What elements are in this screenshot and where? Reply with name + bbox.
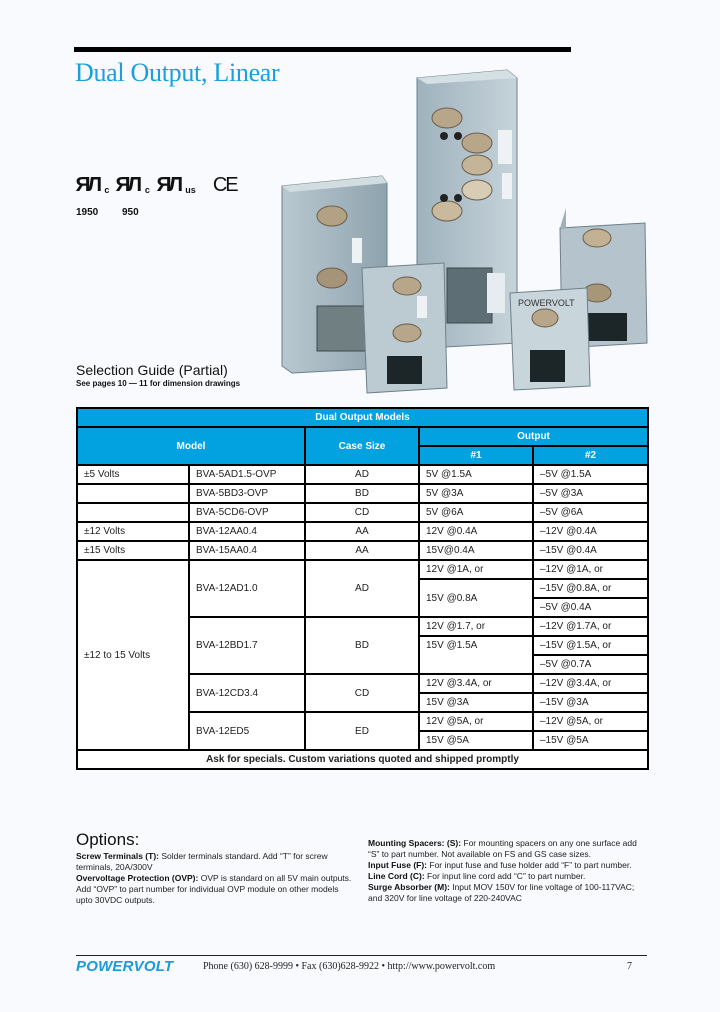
table-row bbox=[77, 503, 648, 522]
table-row bbox=[77, 560, 648, 579]
output2-cell: –5V @6A bbox=[533, 503, 648, 522]
product-photo bbox=[262, 68, 660, 398]
selection-guide-subtitle: See pages 10 — 11 for dimension drawings bbox=[76, 379, 241, 388]
model-cell: BVA-15AA0.4 bbox=[189, 541, 305, 560]
output1-cell: 12V @1A, or bbox=[419, 560, 533, 579]
model-cell: BVA-12AD1.0 bbox=[189, 560, 305, 617]
voltage-cell bbox=[77, 503, 189, 522]
top-rule bbox=[74, 47, 571, 52]
case-cell: CD bbox=[305, 674, 419, 712]
option-screw-terminals: Screw Terminals (T): Solder terminals standard. Add “T” for screw terminals, 20A/300V bbox=[76, 851, 328, 872]
table-row bbox=[77, 484, 648, 503]
page-number: 7 bbox=[627, 961, 632, 972]
page-title: Dual Output, Linear bbox=[75, 58, 280, 87]
table-header-row bbox=[77, 427, 648, 446]
ce-mark-icon: CE bbox=[212, 174, 237, 196]
us-suffix: us bbox=[185, 185, 196, 195]
case-cell: CD bbox=[305, 503, 419, 522]
voltage-cell bbox=[77, 484, 189, 503]
ul-file-number: 1950 bbox=[76, 207, 99, 218]
c-ul-us-recognized-icon: ЯЛ bbox=[156, 174, 180, 196]
option-ovp: Overvoltage Protection (OVP): OVP is standard on all 5V main outputs. Add “OVP” to part number for individual OVP module on other models upto 30VDC outputs. bbox=[76, 873, 352, 905]
dual-output-models-table bbox=[76, 407, 649, 770]
certification-marks bbox=[76, 175, 237, 195]
output2-cell: –12V @0.4A bbox=[533, 522, 648, 541]
output2-cell: –5V @0.7A bbox=[533, 655, 648, 674]
model-cell: BVA-12ED5 bbox=[189, 712, 305, 750]
output2-cell: –5V @0.4A bbox=[533, 598, 648, 617]
model-cell: BVA-12CD3.4 bbox=[189, 674, 305, 712]
output2-cell: –15V @5A bbox=[533, 731, 648, 750]
table-row bbox=[77, 541, 648, 560]
output1-cell: 12V @5A, or bbox=[419, 712, 533, 731]
powervolt-logo: POWERVOLT bbox=[76, 958, 174, 975]
header-model: Model bbox=[77, 427, 305, 465]
output2-cell: –5V @3A bbox=[533, 484, 648, 503]
options-left-column bbox=[76, 851, 356, 906]
case-cell: AA bbox=[305, 541, 419, 560]
options-right-column bbox=[368, 838, 648, 904]
output1-cell: 12V @0.4A bbox=[419, 522, 533, 541]
model-cell: BVA-5AD1.5-OVP bbox=[189, 465, 305, 484]
option-mounting-spacers: Mounting Spacers: (S): For mounting spacers on any one surface add “S” to part number. Not available on FS and GS case sizes. bbox=[368, 838, 637, 859]
model-cell: BVA-12BD1.7 bbox=[189, 617, 305, 674]
output1-cell: 12V @3.4A, or bbox=[419, 674, 533, 693]
svg-text:POWERVOLT: POWERVOLT bbox=[518, 298, 575, 308]
options-title: Options: bbox=[76, 830, 140, 849]
header-output: Output bbox=[419, 427, 648, 446]
case-cell: BD bbox=[305, 484, 419, 503]
output1-cell: 15V @1.5A bbox=[419, 636, 533, 674]
output1-cell: 15V @5A bbox=[419, 731, 533, 750]
model-cell: BVA-5CD6-OVP bbox=[189, 503, 305, 522]
contact-info: Phone (630) 628-9999 • Fax (630)628-9922 • http://www.powervolt.com bbox=[203, 961, 496, 972]
option-line-cord: Line Cord (C): For input line cord add “C” to part number. bbox=[368, 871, 586, 881]
output1-cell: 15V @3A bbox=[419, 693, 533, 712]
case-cell: AD bbox=[305, 560, 419, 617]
model-cell: BVA-5BD3-OVP bbox=[189, 484, 305, 503]
output2-cell: –15V @1.5A, or bbox=[533, 636, 648, 655]
output2-cell: –15V @0.8A, or bbox=[533, 579, 648, 598]
voltage-cell: ±5 Volts bbox=[77, 465, 189, 484]
c-prefix: c bbox=[144, 185, 150, 195]
output1-cell: 5V @1.5A bbox=[419, 465, 533, 484]
output1-cell: 12V @1.7, or bbox=[419, 617, 533, 636]
case-cell: AA bbox=[305, 522, 419, 541]
header-case-size: Case Size bbox=[305, 427, 419, 465]
voltage-cell: ±15 Volts bbox=[77, 541, 189, 560]
ul-recognized-icon: ЯЛ bbox=[75, 174, 99, 196]
case-cell: AD bbox=[305, 465, 419, 484]
c-ul-recognized-icon: ЯЛ bbox=[115, 174, 140, 196]
option-surge-absorber: Surge Absorber (M): Input MOV 150V for line voltage of 100-117VAC; and 320V for line voltage of 220-240VAC bbox=[368, 882, 635, 903]
header-output-1: #1 bbox=[419, 446, 533, 465]
selection-guide-title: Selection Guide (Partial) bbox=[76, 362, 228, 378]
footer-rule bbox=[76, 955, 647, 956]
output1-cell: 15V @0.8A bbox=[419, 579, 533, 617]
table-footer-note: Ask for specials. Custom variations quoted and shipped promptly bbox=[77, 750, 648, 769]
table-row bbox=[77, 465, 648, 484]
table-caption-row bbox=[77, 408, 648, 427]
voltage-cell: ±12 Volts bbox=[77, 522, 189, 541]
case-cell: ED bbox=[305, 712, 419, 750]
option-input-fuse: Input Fuse (F): For input fuse and fuse holder add “F” to part number. bbox=[368, 860, 632, 870]
output2-cell: –15V @3A bbox=[533, 693, 648, 712]
case-cell: BD bbox=[305, 617, 419, 674]
output2-cell: –12V @1.7A, or bbox=[533, 617, 648, 636]
output2-cell: –5V @1.5A bbox=[533, 465, 648, 484]
output1-cell: 15V@0.4A bbox=[419, 541, 533, 560]
output1-cell: 5V @3A bbox=[419, 484, 533, 503]
output1-cell: 5V @6A bbox=[419, 503, 533, 522]
output2-cell: –15V @0.4A bbox=[533, 541, 648, 560]
output2-cell: –12V @1A, or bbox=[533, 560, 648, 579]
table-footer-row bbox=[77, 750, 648, 769]
cul-file-number: 950 bbox=[122, 207, 139, 218]
table-caption: Dual Output Models bbox=[77, 408, 648, 427]
table-row bbox=[77, 522, 648, 541]
c-prefix: c bbox=[104, 185, 110, 195]
header-output-2: #2 bbox=[533, 446, 648, 465]
model-cell: BVA-12AA0.4 bbox=[189, 522, 305, 541]
voltage-cell: ±12 to 15 Volts bbox=[77, 560, 189, 750]
output2-cell: –12V @3.4A, or bbox=[533, 674, 648, 693]
output2-cell: –12V @5A, or bbox=[533, 712, 648, 731]
